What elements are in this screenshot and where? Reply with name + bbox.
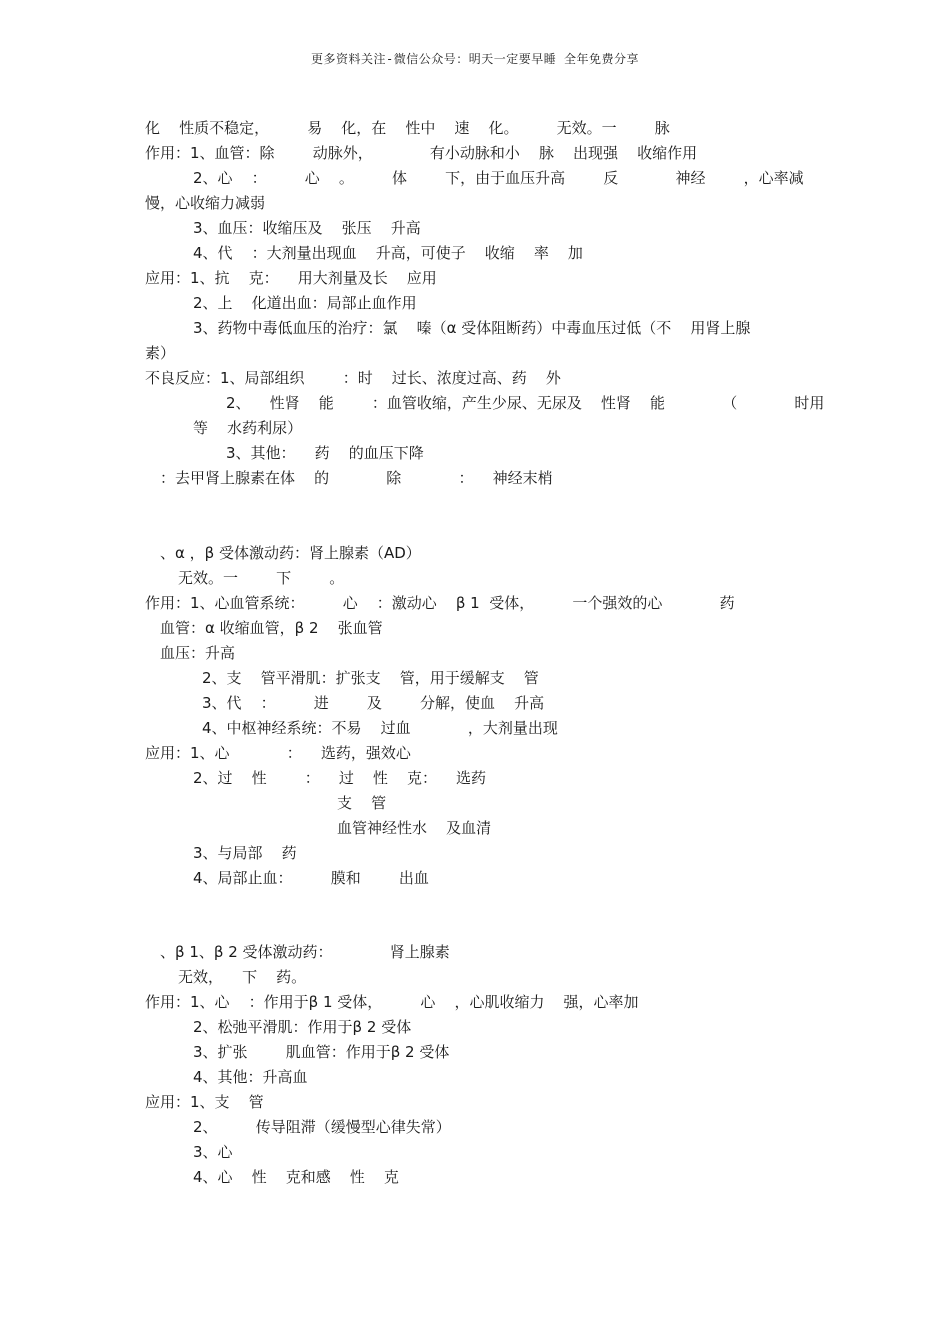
text-line: 血管：α 收缩血管，β 2 张血管	[160, 619, 383, 637]
text-line: 应用：1、支 管	[145, 1093, 264, 1111]
text-line: 3、药物中毒低血压的治疗：氯 嗪（α 受体阻断药）中毒血压过低（不 用肾上腺	[193, 319, 751, 337]
text-line: 慢，心收缩力减弱	[145, 194, 266, 212]
text-line: 不良反应：1、局部组织 ：时 过长、浓度过高、药 外	[145, 369, 561, 387]
text-line: 2、支 管平滑肌：扩张支 管，用于缓解支 管	[202, 669, 539, 687]
text-line: 作用：1、心 ：作用于β 1 受体， 心 ，心肌收缩力 强，心率加	[145, 993, 639, 1011]
text-line: 2、 传导阻滞（缓慢型心律失常）	[193, 1118, 451, 1136]
text-line: 血压：升高	[160, 644, 236, 662]
text-line: 4、其他：升高血	[193, 1068, 308, 1086]
text-line: 应用：1、抗 克： 用大剂量及长 应用	[145, 269, 437, 287]
text-line: 、β 1、β 2 受体激动药： 肾上腺素	[160, 943, 450, 961]
text-line: 无效。一 下 。	[178, 569, 345, 587]
text-line: 3、与局部 药	[193, 844, 297, 862]
text-line: ：去甲肾上腺素在体 的 除 ： 神经末梢	[160, 469, 553, 487]
text-line: 2、 性肾 能 ：血管收缩，产生少尿、无尿及 性肾 能 （ 时用	[226, 394, 825, 412]
text-line: 3、代 ： 进 及 分解，使血 升高	[202, 694, 545, 712]
text-line: 2、心 ： 心 。 体 下，由于血压升高 反 神经 ，心率减	[193, 169, 804, 187]
text-line: 2、松弛平滑肌：作用于β 2 受体	[193, 1018, 412, 1036]
text-line: 化 性质不稳定， 易 化，在 性中 速 化。 无效。一 脉	[145, 119, 670, 137]
text-line: 支 管	[337, 794, 387, 812]
text-line: 无效， 下 药。	[178, 968, 307, 986]
text-line: 作用：1、血管：除 动脉外， 有小动脉和小 脉 出现强 收缩作用	[145, 144, 698, 162]
text-line: 血管神经性水 及血清	[337, 819, 492, 837]
text-line: 等 水药利尿）	[193, 419, 303, 437]
text-line: 作用：1、心血管系统： 心 ：激动心 β 1 受体， 一个强效的心 药	[145, 594, 735, 612]
text-line: 4、代 ：大剂量出现血 升高，可使子 收缩 率 加	[193, 244, 583, 262]
text-line: 3、血压：收缩压及 张压 升高	[193, 219, 421, 237]
text-line: 4、心 性 克和感 性 克	[193, 1168, 399, 1186]
text-line: 、α ，β 受体激动药：肾上腺素（AD）	[160, 544, 421, 562]
text-line: 2、上 化道出血：局部止血作用	[193, 294, 417, 312]
page-header: 更多资料关注-微信公众号：明天一定要早睡 全年免费分享	[311, 52, 639, 66]
text-line: 4、局部止血： 膜和 出血	[193, 869, 429, 887]
text-line: 4、中枢神经系统：不易 过血 ，大剂量出现	[202, 719, 558, 737]
text-line: 3、心	[193, 1143, 233, 1161]
text-line: 3、扩张 肌血管：作用于β 2 受体	[193, 1043, 450, 1061]
text-line: 2、过 性 ： 过 性 克： 选药	[193, 769, 487, 787]
text-line: 3、其他： 药 的血压下降	[226, 444, 424, 462]
text-line: 应用：1、心 ： 选药，强效心	[145, 744, 411, 762]
text-line: 素）	[145, 344, 176, 362]
